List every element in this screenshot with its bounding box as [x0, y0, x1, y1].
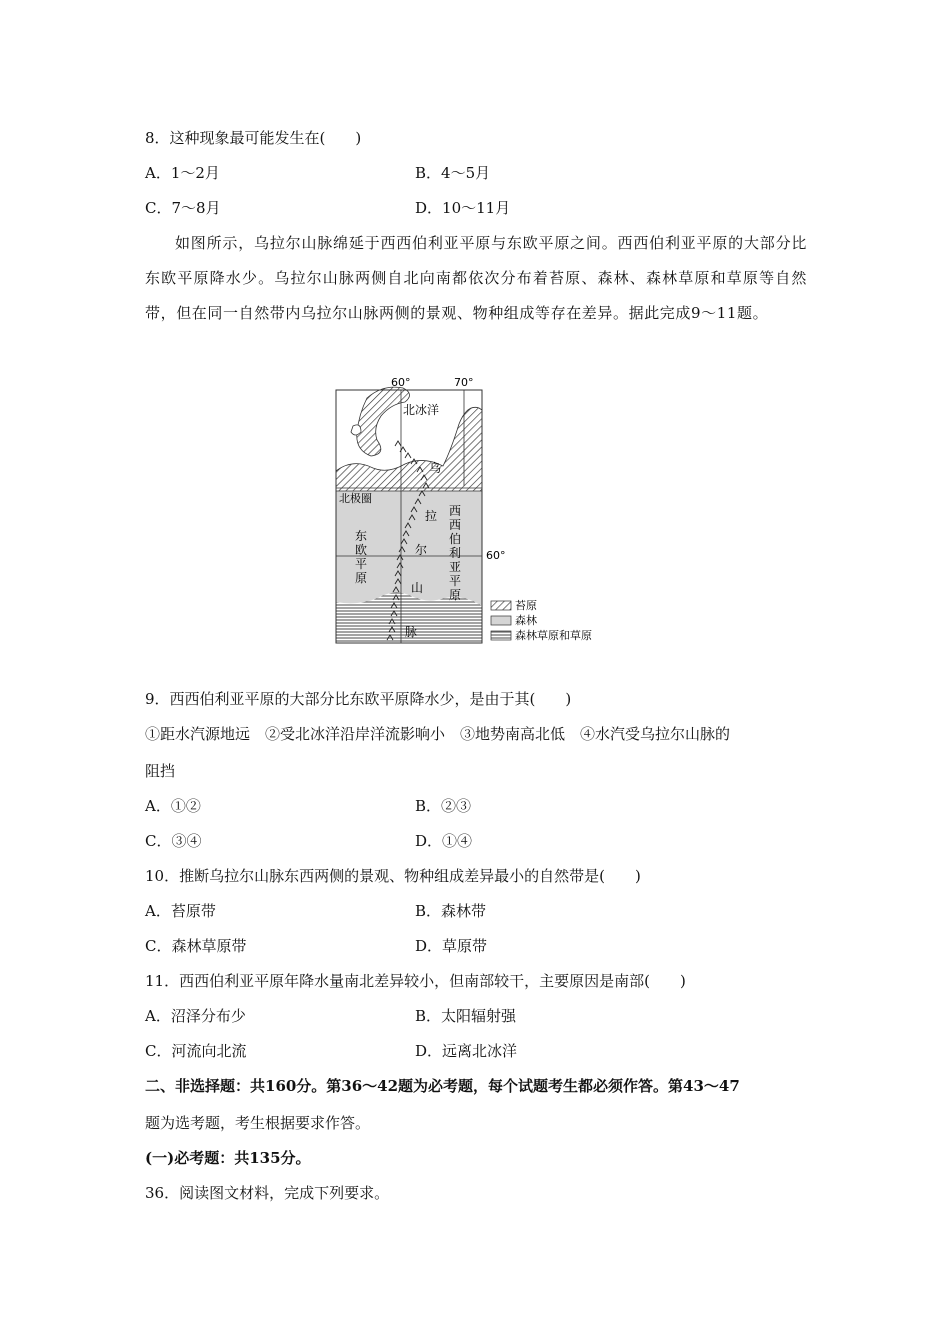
q10-stem: 10．推断乌拉尔山脉东西两侧的景观、物种组成差异最小的自然带是( )	[145, 867, 641, 885]
ural-char-5: 脉	[405, 625, 418, 639]
tundra-zone	[336, 407, 482, 491]
q9-option-a: A．①②	[145, 797, 201, 815]
legend-tundra: 苔原	[515, 599, 537, 612]
passage: 如图所示，乌拉尔山脉绵延于西西伯利亚平原与东欧平原之间。西西伯利亚平原的大部分比东欧平原降水少。乌拉尔山脉两侧自北向南都依次分布着苔原、森林、森林草原和草原等自然带，但在同一自然带内乌拉尔山脉两侧的景观、物种组成等存在差异。据此完成9～11题。	[145, 234, 807, 322]
east-europe-3: 平	[355, 557, 368, 571]
west-siberia-1: 西	[449, 504, 462, 518]
ural-char-3: 尔	[415, 543, 428, 557]
section2-line2: 题为选考题，考生根据要求作答。	[145, 1114, 371, 1132]
section2-line1	[145, 1075, 740, 1097]
lat-60-label: 60°	[486, 549, 506, 562]
q10-option-b: B．森林带	[415, 902, 487, 920]
q11-option-a: A．沼泽分布少	[145, 1007, 246, 1025]
q11-stem: 11．西西伯利亚平原年降水量南北差异较小，但南部较干，主要原因是南部( )	[145, 972, 686, 990]
q9-stem: 9．西西伯利亚平原的大部分比东欧平原降水少，是由于其( )	[145, 690, 572, 708]
q9-option-d: D．①④	[415, 832, 473, 850]
lon-70-label: 70°	[454, 376, 474, 389]
q10-option-d: D．草原带	[415, 937, 488, 955]
ural-char-2: 拉	[425, 509, 438, 523]
q9-choices-line1: ①距水汽源地远 ②受北冰洋沿岸洋流影响小 ③地势南高北低 ④水汽受乌拉尔山脉的	[145, 725, 731, 743]
west-siberia-2: 西	[449, 518, 462, 532]
q8-option-c: C．7～8月	[145, 199, 221, 217]
novaya-zemlya	[357, 387, 410, 456]
west-siberia-3: 伯	[449, 532, 462, 546]
west-siberia-5: 亚	[449, 560, 462, 574]
ocean-label: 北冰洋	[403, 403, 440, 417]
q10-option-c: C．森林草原带	[145, 937, 247, 955]
arctic-circle-label: 北极圈	[339, 492, 372, 505]
q11-option-d: D．远离北冰洋	[415, 1042, 518, 1060]
section2-text: 二、非选择题：共160分。第36～42题为必考题，每个试题考生都必须作答。第43～47	[145, 1077, 740, 1095]
ural-char-1: 乌	[429, 461, 442, 475]
q8-option-d: D．10～11月	[415, 199, 511, 217]
q8-option-b: B．4～5月	[415, 164, 491, 182]
ural-char-4: 山	[411, 581, 424, 595]
q9-option-b: B．②③	[415, 797, 472, 815]
q9-option-c: C．③④	[145, 832, 202, 850]
q36-stem: 36．阅读图文材料，完成下列要求。	[145, 1184, 390, 1202]
east-europe-4: 原	[355, 571, 368, 585]
q8-stem: 8．这种现象最可能发生在( )	[145, 129, 362, 147]
lon-60-label: 60°	[391, 376, 411, 389]
east-europe-2: 欧	[355, 543, 368, 557]
q11-option-c: C．河流向北流	[145, 1042, 247, 1060]
q8-option-a: A．1～2月	[145, 164, 220, 182]
q9-choices-line2: 阻挡	[145, 762, 176, 780]
legend-forest: 森林	[515, 614, 537, 627]
legend-steppe: 森林草原和草原	[515, 629, 592, 642]
island-small	[351, 425, 361, 435]
west-siberia-6: 平	[449, 574, 462, 588]
ural-map	[333, 376, 623, 651]
q11-option-b: B．太阳辐射强	[415, 1007, 517, 1025]
east-europe-1: 东	[355, 529, 368, 543]
sub-heading-required: (一)必考题：共135分。	[145, 1149, 311, 1167]
q10-option-a: A．苔原带	[145, 902, 216, 920]
west-siberia-4: 利	[449, 546, 462, 560]
west-siberia-7: 原	[449, 588, 462, 602]
